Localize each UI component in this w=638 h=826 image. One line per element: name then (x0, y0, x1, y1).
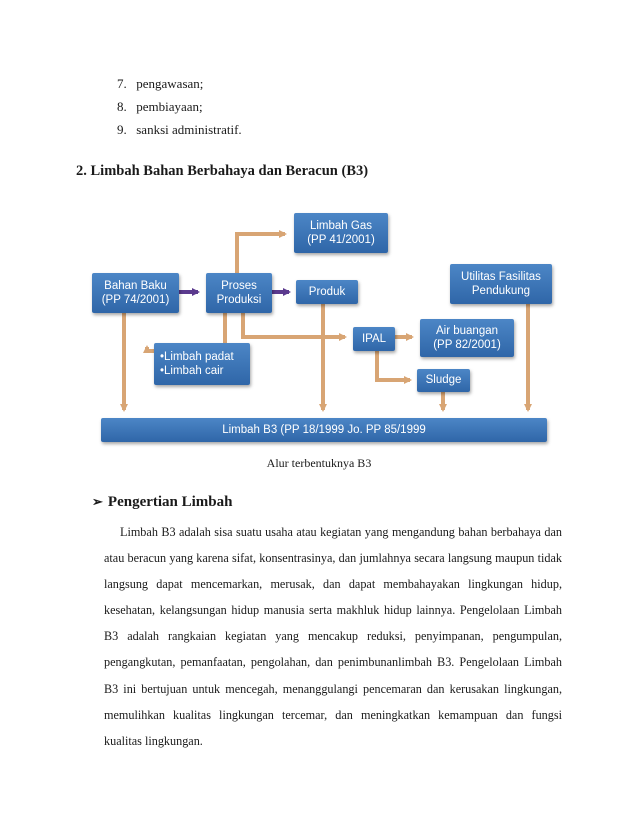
air-buangan-box: Air buangan (PP 82/2001) (420, 319, 514, 357)
arrow-proses-to-ipal (243, 313, 345, 337)
ipal-box: IPAL (353, 327, 395, 351)
figure-caption: Alur terbentuknya B3 (266, 456, 372, 470)
sludge-box: Sludge (417, 369, 470, 392)
body-paragraph: Limbah B3 adalah sisa suatu usaha atau kegiatan yang mengandung bahan berbahaya dan atau beracun yang karena sifat, konsentrasinya, dan jumlahnya secara langsung maupun tidak langsung dapat mencemarkan, merusak, dan dapat membahayakan lingkungan hidup, kesehatan, kelangsungan hidup manusia serta makhluk hidup lainnya. Pengelolaan Limbah B3 adalah rangkaian kegiatan yang mencakup reduksi, penyimpanan, pengumpulan, pengangkutan, pemanfaatan, pengolahan, dan penimbunanlimbah B3. Pengelolaan Limbah B3 ini bertujuan untuk mencegah, menanggulangi pencemaran dan kerusakan lingkungan, memulihkan kualitas lingkungan tercemar, dan meningkatkan kemampuan dan fungsi kualitas lingkungan. (104, 525, 562, 748)
sub-heading-text: Pengertian Limbah (107, 494, 233, 510)
list-number: 7. (117, 76, 127, 91)
limbah-padat-cair-box: •Limbah padat •Limbah cair (154, 343, 250, 385)
arrow-ipal-to-sludge (377, 351, 410, 380)
limbah-gas-box: Limbah Gas (PP 41/2001) (294, 213, 388, 253)
utilitas-box: Utilitas Fasilitas Pendukung (450, 264, 552, 304)
arrow-bullet-icon: ➢ (92, 494, 103, 509)
list-number: 9. (117, 122, 127, 137)
bahan-baku-box: Bahan Baku (PP 74/2001) (92, 273, 179, 313)
list-number: 8. (117, 99, 127, 114)
sub-heading (92, 494, 233, 511)
arrow-proses-to-gas (237, 234, 285, 273)
list-text: sanksi administratif. (136, 122, 242, 137)
proses-produksi-box: Proses Produksi (206, 273, 272, 313)
section-heading: 2. Limbah Bahan Berbahaya dan Beracun (B3) (76, 163, 369, 179)
list-text: pembiayaan; (136, 99, 203, 114)
list-text: pengawasan; (136, 76, 204, 91)
limbah-b3-bar: Limbah B3 (PP 18/1999 Jo. PP 85/1999 (101, 418, 547, 442)
produk-box: Produk (296, 280, 358, 304)
